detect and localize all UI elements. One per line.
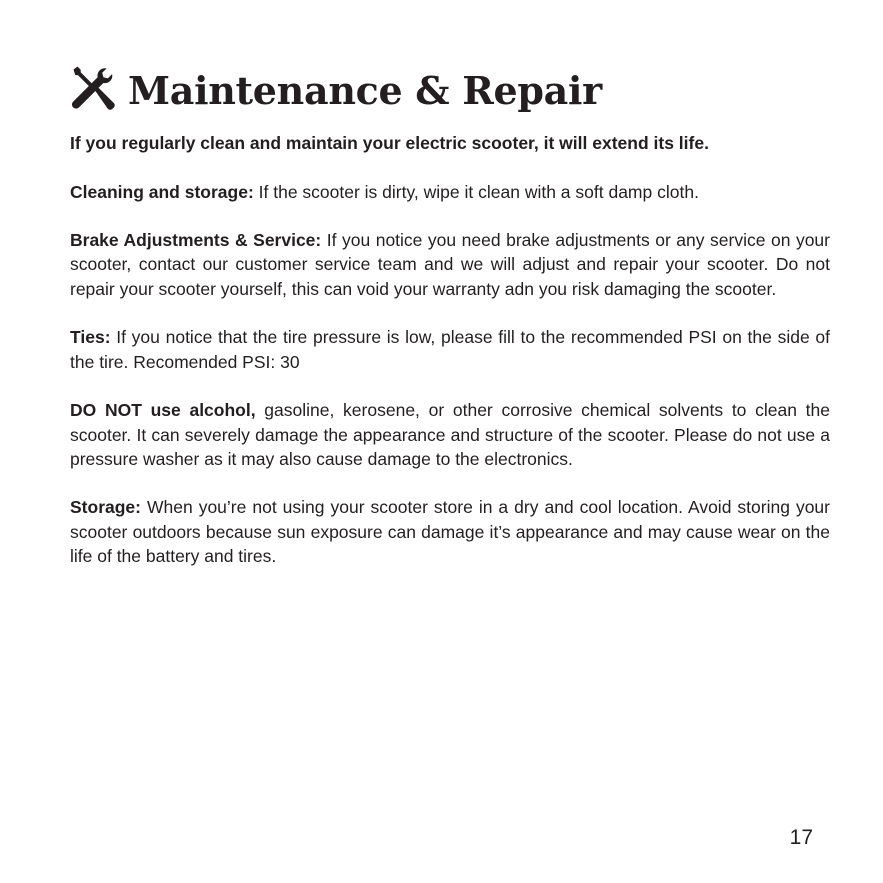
text-ties: If you notice that the tire pressure is low, please fill to the recommended PSI on the side of the tire. Recomended PSI: 30 bbox=[70, 327, 830, 372]
paragraph-cleaning bbox=[70, 180, 830, 204]
page-number: 17 bbox=[789, 826, 813, 849]
lead-ties: Ties: bbox=[70, 327, 111, 348]
lead-storage: Storage: bbox=[70, 497, 141, 518]
page-header bbox=[66, 58, 602, 122]
lead-cleaning: Cleaning and storage: bbox=[70, 181, 254, 202]
paragraph-alcohol bbox=[70, 398, 830, 471]
paragraph-storage bbox=[70, 495, 830, 568]
paragraph-brake bbox=[70, 228, 830, 301]
page-title: Maintenance & Repair bbox=[128, 67, 602, 113]
text-alcohol: gasoline, kerosene, or other corrosive chemical solvents to clean the scooter. It can severely damage the appearance and structure of the scooter. Please do not use a pressure washer as it may also cause damage to the electronics. bbox=[70, 400, 830, 469]
lead-alcohol: DO NOT use alcohol, bbox=[70, 400, 256, 421]
tools-icon bbox=[66, 64, 118, 116]
text-cleaning: If the scooter is dirty, wipe it clean with a soft damp cloth. bbox=[253, 181, 699, 202]
text-brake: If you notice you need brake adjustments or any service on your scooter, contact our customer service team and we will adjust and repair your scooter. Do not repair your scooter yourself, this can void your warranty adn you risk damaging the scooter. bbox=[70, 230, 830, 299]
text-storage: When you’re not using your scooter store in a dry and cool location. Avoid storing your scooter outdoors because sun exposure can damage it’s appearance and may cause wear on the life of the battery and tires. bbox=[70, 497, 830, 567]
intro-paragraph: If you regularly clean and maintain your electric scooter, it will extend its life. bbox=[70, 133, 709, 153]
lead-brake: Brake Adjustments & Service: bbox=[70, 230, 322, 251]
paragraph-ties bbox=[70, 325, 830, 374]
content-body bbox=[70, 131, 830, 593]
